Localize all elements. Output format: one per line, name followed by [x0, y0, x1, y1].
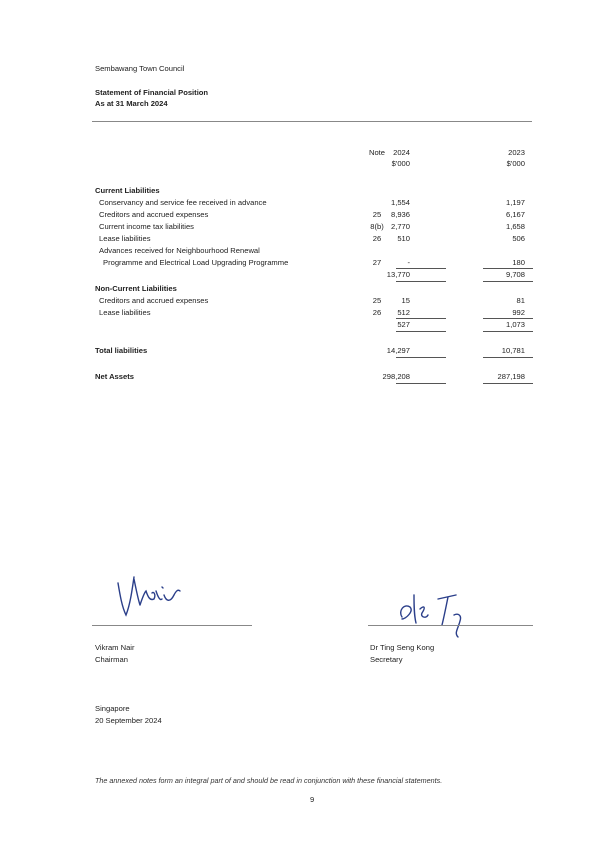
- row-label: Advances received for Neighbourhood Renewal: [99, 246, 260, 255]
- row-label: Creditors and accrued expenses: [99, 296, 209, 305]
- current-liabilities-heading: Current Liabilities: [95, 186, 160, 195]
- total-liabilities-2024: 14,297: [386, 346, 410, 355]
- year-2023-header: 2023: [508, 148, 525, 157]
- secretary-title: Secretary: [370, 655, 403, 664]
- net-assets-label: Net Assets: [95, 372, 134, 381]
- secretary-signature: [392, 585, 482, 640]
- unit-2023-header: $'000: [506, 159, 525, 168]
- statement-title: Statement of Financial Position: [95, 88, 209, 97]
- secretary-name: Dr Ting Seng Kong: [370, 643, 435, 652]
- row-value-2024: -: [407, 258, 410, 267]
- row-label: Creditors and accrued expenses: [99, 210, 209, 219]
- net-assets-2024: 298,208: [382, 372, 410, 381]
- row-value-2024: 8,936: [390, 210, 410, 219]
- total-rule-2023: [483, 357, 533, 358]
- signing-date: 20 September 2024: [95, 716, 162, 725]
- row-label: Current income tax liabilities: [99, 222, 194, 231]
- non-current-rule-2023: [483, 318, 533, 319]
- row-note: 25: [372, 296, 382, 305]
- net-assets-2023: 287,198: [497, 372, 525, 381]
- note-column-header: Note: [368, 148, 386, 157]
- non-current-rule-2024: [396, 318, 446, 319]
- row-note: 26: [372, 308, 382, 317]
- row-value-2024: 512: [397, 308, 410, 317]
- non-current-liabilities-heading: Non-Current Liabilities: [95, 284, 177, 293]
- total-liabilities-2023: 10,781: [501, 346, 525, 355]
- row-note: 8(b): [370, 222, 384, 231]
- row-note: 25: [372, 210, 382, 219]
- chairman-signature-line: [92, 625, 252, 626]
- row-label: Lease liabilities: [99, 308, 151, 317]
- row-value-2024: 510: [397, 234, 410, 243]
- page-number: 9: [310, 795, 315, 804]
- subtotal-rule-2024: [396, 268, 446, 269]
- header-divider: [92, 121, 532, 122]
- row-value-2024: 1,554: [390, 198, 410, 207]
- signing-place: Singapore: [95, 704, 130, 713]
- row-note: 27: [372, 258, 382, 267]
- statement-date: As at 31 March 2024: [95, 99, 168, 108]
- row-label: Programme and Electrical Load Upgrading Programme: [103, 258, 289, 267]
- chairman-title: Chairman: [95, 655, 128, 664]
- row-value-2024: 15: [401, 296, 410, 305]
- total-rule-2024: [396, 357, 446, 358]
- year-2024-header: 2024: [393, 148, 410, 157]
- row-value-2023: 992: [512, 308, 525, 317]
- row-label: Conservancy and service fee received in advance: [99, 198, 267, 207]
- row-value-2024: 2,770: [390, 222, 410, 231]
- row-value-2023: 180: [512, 258, 525, 267]
- chairman-name: Vikram Nair: [95, 643, 135, 652]
- subtotal-rule-2023: [483, 268, 533, 269]
- row-value-2023: 506: [512, 234, 525, 243]
- secretary-signature-line: [368, 625, 533, 626]
- row-note: 26: [372, 234, 382, 243]
- net-assets-rule-2023: [483, 383, 533, 384]
- non-current-bottom-rule-2023: [483, 331, 533, 332]
- non-current-subtotal-2024: 527: [397, 320, 410, 329]
- total-liabilities-label: Total liabilities: [95, 346, 148, 355]
- chairman-signature: [110, 565, 190, 625]
- row-label: Lease liabilities: [99, 234, 151, 243]
- entity-name: Sembawang Town Council: [95, 64, 185, 73]
- row-value-2023: 1,658: [505, 222, 525, 231]
- footnote: The annexed notes form an integral part of and should be read in conjunction with these financial statements.: [95, 776, 443, 785]
- unit-2024-header: $'000: [391, 159, 410, 168]
- current-liabilities-subtotal-2023: 9,708: [505, 270, 525, 279]
- row-value-2023: 81: [516, 296, 525, 305]
- subtotal-bottom-rule-2023: [483, 281, 533, 282]
- net-assets-rule-2024: [396, 383, 446, 384]
- row-value-2023: 6,167: [505, 210, 525, 219]
- subtotal-bottom-rule-2024: [396, 281, 446, 282]
- non-current-bottom-rule-2024: [396, 331, 446, 332]
- current-liabilities-subtotal-2024: 13,770: [386, 270, 410, 279]
- row-value-2023: 1,197: [505, 198, 525, 207]
- non-current-subtotal-2023: 1,073: [505, 320, 525, 329]
